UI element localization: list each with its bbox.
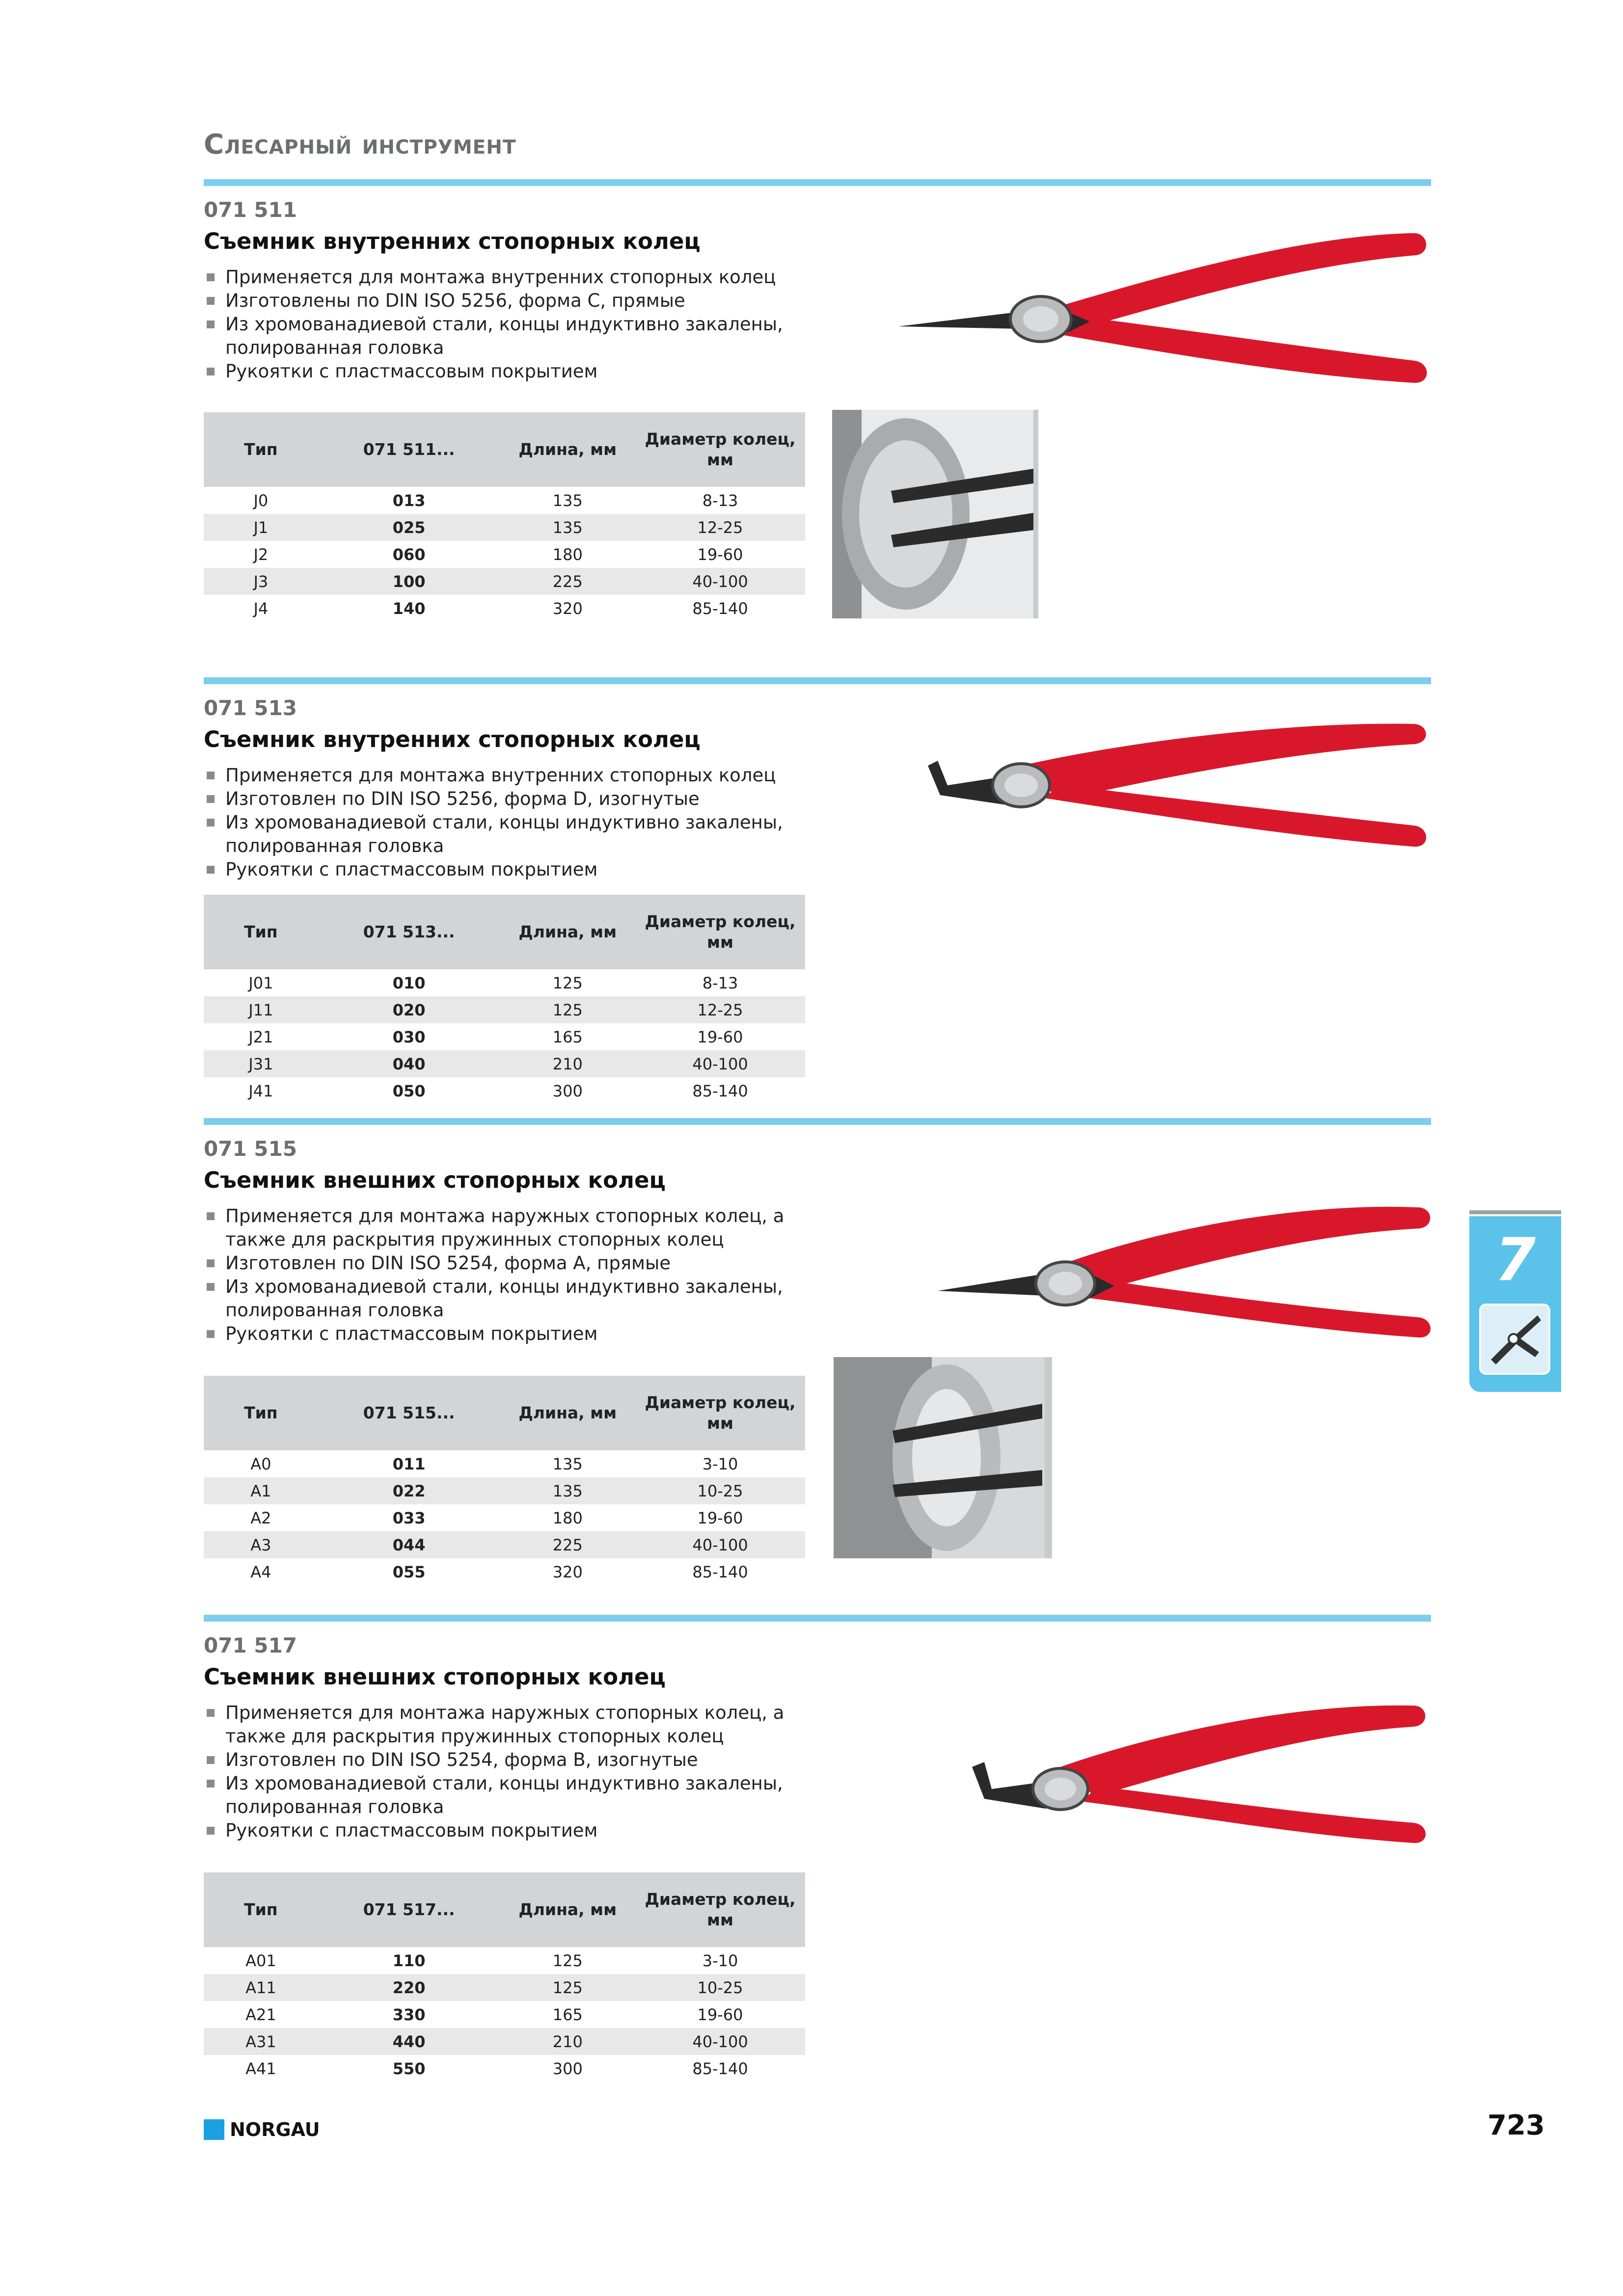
cell-article: 022 [318,1477,500,1504]
cell-diameter: 85-140 [692,599,748,618]
table-row [204,2001,805,2028]
cell-length: 320 [552,599,583,618]
feature-list [204,1701,817,1842]
cell-article: 020 [318,996,500,1023]
cell-article: 110 [392,1951,426,1970]
feature-item: Изготовлен по DIN ISO 5254, форма B, изогнутые [204,1748,817,1772]
cell-article: 044 [318,1531,500,1558]
cell-diameter: 10-25 [635,1477,805,1504]
table-header-row [204,1376,805,1450]
chapter-tab [1469,1216,1561,1392]
cell-article: 030 [392,1027,426,1046]
cell-length: 320 [552,1562,583,1581]
cell-type: A3 [204,1531,318,1558]
cell-article: 013 [392,491,426,510]
section-divider [204,1615,1431,1622]
cell-type: A21 [245,2005,276,2024]
pliers-straight-external-image [933,1188,1438,1374]
cell-article: 100 [318,568,500,595]
feature-item: Из хромованадиевой стали, концы индуктивно закалены, полированная головка [204,1275,817,1322]
cell-type: A01 [245,1951,276,1970]
cell-type: J0 [253,491,269,510]
header-article: 071 511... [318,412,500,487]
cell-article: 060 [392,545,426,564]
cell-length: 125 [500,1974,636,2001]
pliers-icon-glyph [1481,1306,1548,1373]
cell-article: 055 [392,1562,426,1581]
table-row [204,568,805,595]
cell-type: J41 [248,1081,273,1100]
cell-length: 135 [552,1454,583,1473]
product-code: 071 517 [204,1633,297,1657]
header-type: Тип [204,895,318,969]
feature-item: Изготовлен по DIN ISO 5256, форма D, изогнутые [204,787,817,811]
product-code: 071 515 [204,1137,297,1161]
cell-length: 300 [552,2059,583,2078]
cell-type: A2 [250,1508,271,1527]
spec-table [204,1872,805,2082]
cell-length: 180 [552,545,583,564]
header-length: Длина, мм [500,1376,636,1450]
cell-article: 140 [392,599,426,618]
header-article: 071 517... [318,1872,500,1947]
table-row [204,2055,805,2082]
product-name: Съемник внешних стопорных колец [204,1664,666,1690]
usage-photo-internal [832,410,1038,618]
cell-article: 025 [318,514,500,541]
cell-length: 125 [552,973,583,992]
header-type: Тип [204,1376,318,1450]
cell-diameter: 12-25 [635,996,805,1023]
section-divider [204,179,1431,186]
cell-length: 135 [500,1477,636,1504]
header-article: 071 513... [318,895,500,969]
cell-article: 330 [392,2005,426,2024]
cell-length: 165 [552,2005,583,2024]
feature-item: Применяется для монтажа наружных стопорных колец, а также для раскрытия пружинных стопорных колец [204,1701,817,1748]
cell-type: J31 [204,1050,318,1077]
header-diameter: Диаметр колец, мм [635,1872,805,1947]
cell-type: J2 [253,545,269,564]
product-name: Съемник внутренних стопорных колец [204,228,701,254]
page-title: Слесарный инструмент [204,129,516,160]
feature-item: Из хромованадиевой стали, концы индуктивно закалены, полированная головка [204,1772,817,1819]
cell-length: 210 [500,1050,636,1077]
feature-item: Изготовлен по DIN ISO 5254, форма A, прямые [204,1252,817,1275]
product-code: 071 511 [204,198,297,222]
feature-list [204,266,817,383]
table-row [204,1531,805,1558]
brand-logo-mark [204,2119,224,2140]
cell-type: J11 [204,996,318,1023]
cell-article: 040 [318,1050,500,1077]
table-row [204,1450,805,1477]
table-row [204,1077,805,1104]
cell-type: J01 [248,973,273,992]
cell-type: J21 [248,1027,273,1046]
cell-diameter: 3-10 [702,1454,738,1473]
chapter-tab-divider [1469,1210,1561,1214]
cell-type: J4 [253,599,269,618]
table-header-row [204,895,805,969]
header-diameter: Диаметр колец, мм [635,1376,805,1450]
pliers-straight-internal-image [893,206,1438,402]
cell-diameter: 19-60 [697,1508,743,1527]
pliers-bent-external-image [962,1688,1438,1875]
table-row [204,1947,805,1974]
page-number: 723 [1488,2109,1545,2141]
cell-diameter: 85-140 [692,1081,748,1100]
product-name: Съемник внешних стопорных колец [204,1167,666,1193]
cell-diameter: 40-100 [635,1050,805,1077]
table-row [204,2028,805,2055]
cell-type: A41 [245,2059,276,2078]
table-row [204,1558,805,1585]
cell-diameter: 85-140 [692,2059,748,2078]
table-row [204,1504,805,1531]
header-length: Длина, мм [500,412,636,487]
cell-diameter: 40-100 [635,2028,805,2055]
cell-diameter: 85-140 [692,1562,748,1581]
table-row [204,541,805,568]
cell-length: 135 [552,491,583,510]
header-length: Длина, мм [500,1872,636,1947]
feature-item: Рукоятки с пластмассовым покрытием [204,1819,817,1842]
cell-article: 440 [318,2028,500,2055]
feature-item: Из хромованадиевой стали, концы индуктивно закалены, полированная головка [204,313,817,360]
cell-length: 180 [552,1508,583,1527]
cell-article: 050 [392,1081,426,1100]
section-divider [204,1118,1431,1125]
feature-item: Рукоятки с пластмассовым покрытием [204,1322,817,1346]
feature-item: Рукоятки с пластмассовым покрытием [204,858,817,881]
cell-length: 125 [552,1951,583,1970]
table-row [204,1477,805,1504]
cell-length: 300 [552,1081,583,1100]
cell-diameter: 19-60 [697,1027,743,1046]
feature-list [204,764,817,881]
table-header-row [204,412,805,487]
cell-type: A1 [204,1477,318,1504]
table-row [204,514,805,541]
table-row [204,1023,805,1050]
cell-article: 550 [392,2059,426,2078]
spec-table [204,895,805,1104]
cell-type: J1 [204,514,318,541]
cell-type: A0 [250,1454,271,1473]
section-divider [204,677,1431,684]
header-diameter: Диаметр колец, мм [635,412,805,487]
feature-item: Рукоятки с пластмассовым покрытием [204,360,817,383]
table-row [204,1974,805,2001]
spec-table [204,1376,805,1585]
spec-table [204,412,805,622]
pliers-bent-internal-image [918,712,1438,874]
cell-article: 033 [392,1508,426,1527]
cell-diameter: 40-100 [635,1531,805,1558]
product-name: Съемник внутренних стопорных колец [204,726,701,752]
cell-diameter: 19-60 [697,2005,743,2024]
cell-length: 125 [500,996,636,1023]
cell-article: 220 [318,1974,500,2001]
table-header-row [204,1872,805,1947]
table-row [204,1050,805,1077]
cell-type: A31 [204,2028,318,2055]
cell-length: 225 [500,568,636,595]
cell-diameter: 3-10 [702,1951,738,1970]
table-row [204,969,805,996]
brand-logo-text: NORGAU [230,2119,320,2140]
cell-type: A11 [204,1974,318,2001]
cell-type: J3 [204,568,318,595]
cell-article: 011 [392,1454,426,1473]
product-code: 071 513 [204,696,297,720]
cell-diameter: 40-100 [635,568,805,595]
header-length: Длина, мм [500,895,636,969]
header-type: Тип [204,1872,318,1947]
feature-item: Из хромованадиевой стали, концы индуктивно закалены, полированная головка [204,811,817,858]
cell-diameter: 8-13 [702,973,738,992]
cell-type: A4 [250,1562,271,1581]
cell-length: 210 [500,2028,636,2055]
table-row [204,595,805,622]
header-diameter: Диаметр колец, мм [635,895,805,969]
cell-diameter: 10-25 [635,1974,805,2001]
cell-diameter: 12-25 [635,514,805,541]
feature-item: Применяется для монтажа внутренних стопорных колец [204,764,817,787]
cell-length: 225 [500,1531,636,1558]
feature-item: Изготовлены по DIN ISO 5256, форма C, прямые [204,289,817,313]
table-row [204,487,805,514]
cell-diameter: 8-13 [702,491,738,510]
feature-list [204,1204,817,1346]
pliers-icon [1479,1304,1550,1375]
chapter-number: 7 [1494,1226,1536,1294]
cell-length: 165 [552,1027,583,1046]
header-type: Тип [204,412,318,487]
header-article: 071 515... [318,1376,500,1450]
cell-diameter: 19-60 [697,545,743,564]
cell-length: 135 [500,514,636,541]
usage-photo-external [834,1357,1052,1558]
feature-item: Применяется для монтажа наружных стопорных колец, а также для раскрытия пружинных стопорных колец [204,1204,817,1252]
table-row [204,996,805,1023]
feature-item: Применяется для монтажа внутренних стопорных колец [204,266,817,289]
cell-article: 010 [392,973,426,992]
